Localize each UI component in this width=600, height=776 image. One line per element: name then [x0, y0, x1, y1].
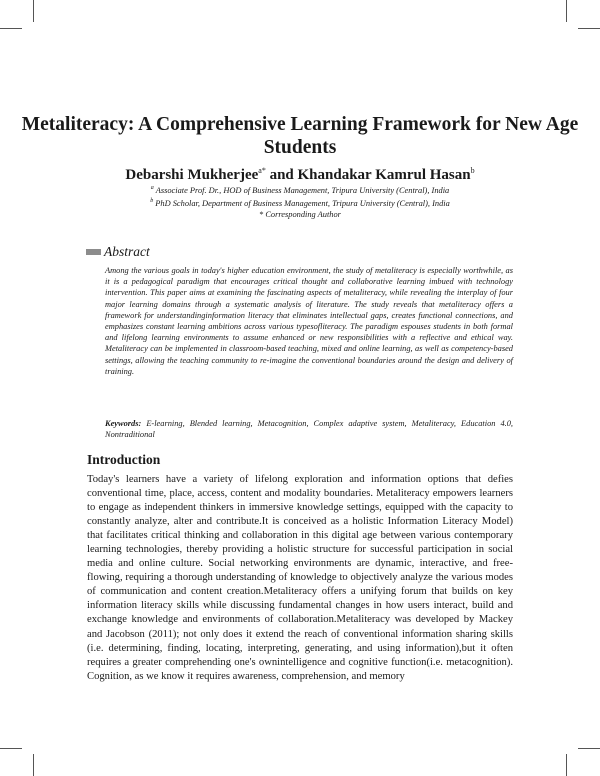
section-marker-icon [86, 249, 101, 255]
keywords-label: Keywords: [105, 419, 142, 428]
crop-mark [578, 28, 600, 29]
author-mark: a* [258, 166, 266, 175]
corresponding-author-note: * Corresponding Author [259, 209, 341, 219]
crop-mark [0, 28, 22, 29]
keywords [105, 418, 513, 440]
paper-title: Metaliteracy: A Comprehensive Learning Framework for New Age Students [21, 114, 579, 158]
abstract-text: Among the various goals in today's higher education environment, the study of metaliteracy is especially worthwhile, as it is a pedagogical paradigm that encourages critical thought and collaborative learning imbued with technology intervention. This paper aims at examining the fascinating aspects of metaliteracy, while revealing the interplay of four major learning domains through a systematic analysis of literature. The study reveals that metaliteracy offers a framework for understandinginformation literacy that eliminates intellectual gaps, creates functional connections, and emphasizes constant learning ambitions across various typesofliteracy. The paradigm espouses students in both formal and lifelong learning environments to assume enhanced or new responsibilities with a reflective and ethical way. Metaliteracy can be implemented in classroom-based teaching, mixed and online learning, as well as competency-based settings, allowing the teaching community to re-imagine the conventional boundaries around the design and delivery of training. [105, 266, 513, 376]
introduction-heading: Introduction [87, 452, 161, 467]
keywords-list: E-learning, Blended learning, Metacognition, Complex adaptive system, Metaliteracy, Education 4.0, Nontraditional [105, 419, 514, 440]
crop-mark [566, 0, 567, 22]
crop-mark [566, 754, 567, 776]
affiliation-line [0, 196, 600, 209]
abstract-heading [86, 244, 150, 260]
author-mark: b [470, 166, 475, 175]
affiliation-mark: b [150, 198, 154, 205]
introduction-text: Today's learners have a variety of lifelong exploration and information options that defies conventional time, place, access, content and modality boundaries. Metaliteracy empowers learners to engage as independent thinkers in immersive knowledge settings, equipped with the capacity to constantly analyze, alter and contribute.It is conceived as a holistic Information Literacy Model) that facilitates critical thinking and collaboration in this digital age between various contemporary learning technologies, thereby providing a holistic structure for successful participation in social media and online culture. Social networking environments are dynamic, interactive, and free-flowing, requiring a thorough understanding of knowledge to objectively analyze the various modes of communication and content creation.Metaliteracy offers a unifying forum that builds on key information literacy skills while discussing fundamental changes in how users interact, build and exchange knowledge and environments of collaboration.Metaliteracy was developed by Mackey and Jacobson (2011); not only does it extend the reach of conventional information sharing skills (i.e. determining, finding, locating, interpreting, generating, and using information),but it often requires a greater comprehending one's ownintelligence and cognitive function(i.e. metacognition). Cognition, as we know it requires awareness, comprehension, and memory [87, 474, 513, 682]
affiliation-line [0, 183, 600, 196]
crop-mark [0, 748, 22, 749]
abstract-heading-label: Abstract [104, 244, 150, 259]
affiliations [0, 183, 600, 220]
author-name: Debarshi Mukherjee [125, 167, 259, 183]
affiliation-text: Associate Prof. Dr., HOD of Business Management, Tripura University (Central), India [155, 185, 450, 195]
author-line [0, 162, 600, 184]
crop-mark [33, 754, 34, 776]
author-name: Khandakar Kamrul Hasan [297, 167, 471, 183]
affiliation-mark: a [150, 185, 154, 191]
crop-mark [33, 0, 34, 22]
affiliation-text: PhD Scholar, Department of Business Management, Tripura University (Central), India [155, 199, 450, 209]
crop-mark [578, 748, 600, 749]
author-separator: and [265, 167, 298, 183]
